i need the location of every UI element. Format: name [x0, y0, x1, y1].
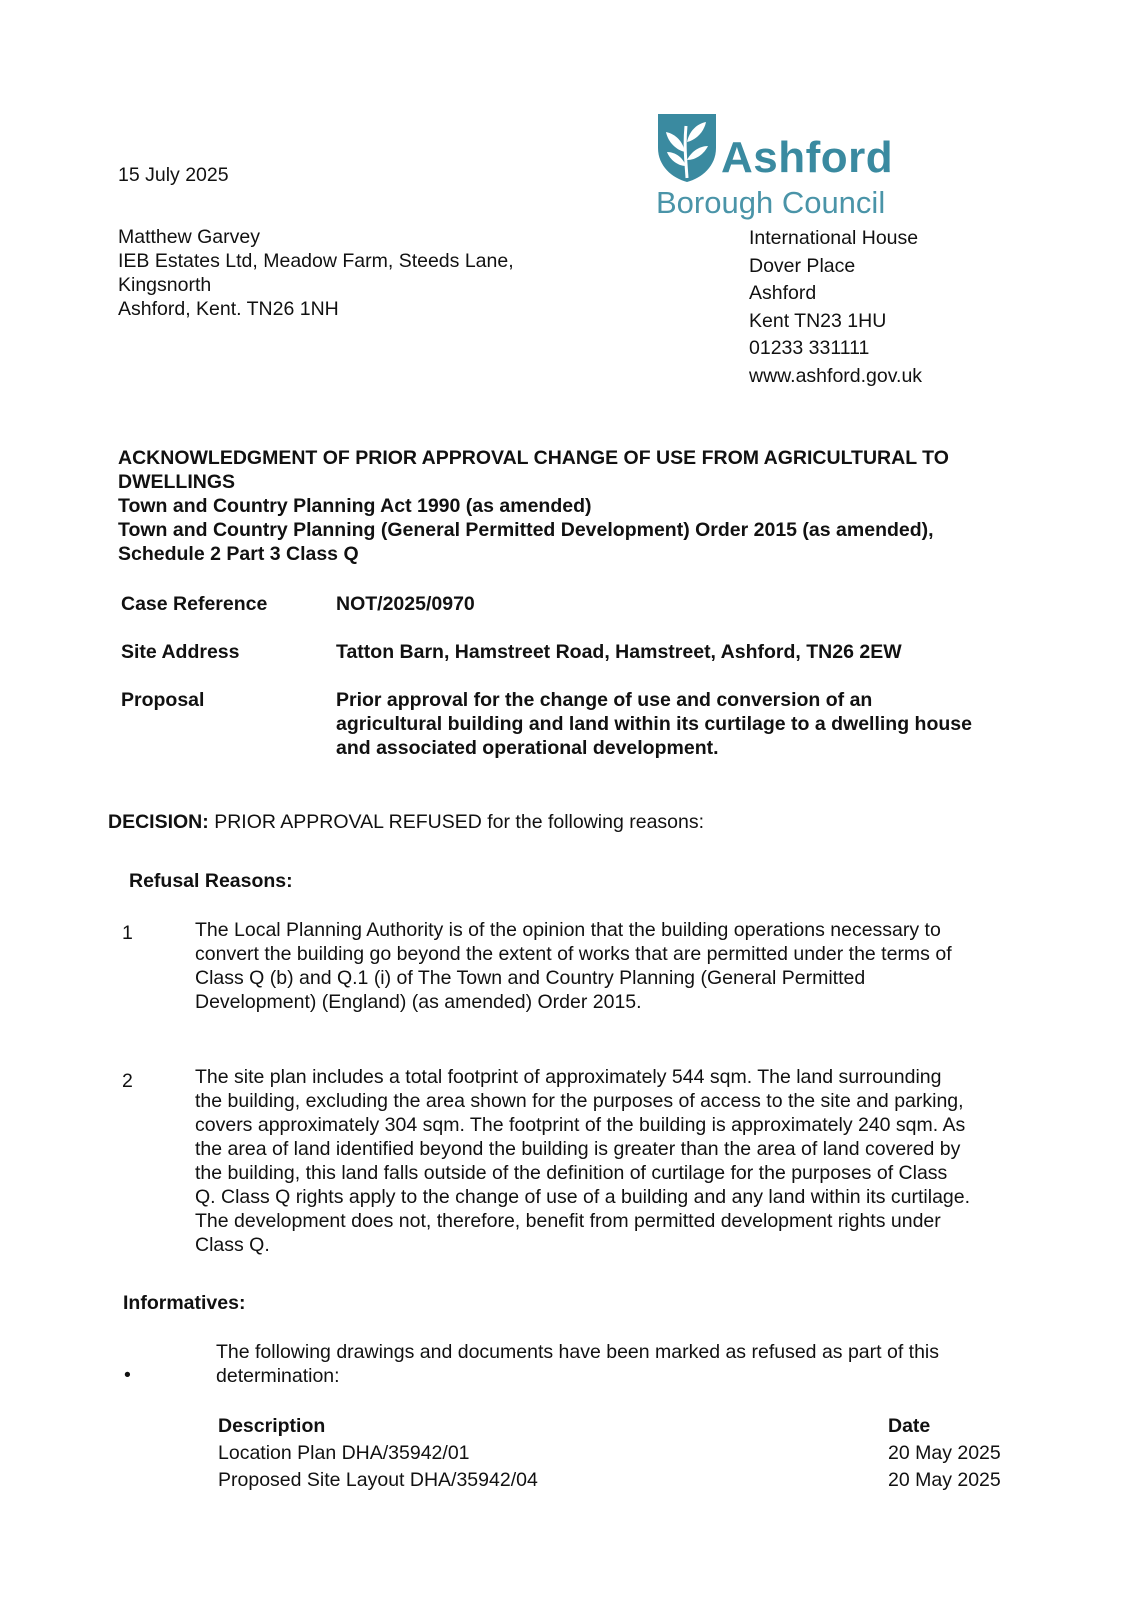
refusal-reasons-heading: Refusal Reasons:: [129, 870, 293, 892]
council-address-line: Kent TN23 1HU: [749, 309, 887, 332]
council-address-line: Dover Place: [749, 254, 856, 277]
table-header-date: Date: [888, 1415, 931, 1437]
leaf-shield-icon: [656, 112, 718, 184]
intro-line: determination:: [216, 1365, 340, 1387]
proposal-line: and associated operational development.: [336, 737, 719, 759]
proposal-label: Proposal: [121, 689, 205, 711]
decision-text: PRIOR APPROVAL REFUSED for the following reasons:: [214, 811, 705, 833]
council-address: [749, 225, 922, 390]
bullet-icon: •: [124, 1364, 131, 1386]
recipient-line: IEB Estates Ltd, Meadow Farm, Steeds Lane,: [118, 250, 514, 272]
council-address-line: 01233 331111: [749, 337, 870, 359]
decision: [108, 810, 704, 834]
council-logo: [656, 112, 901, 222]
heading-line: Town and Country Planning Act 1990 (as amended): [118, 495, 592, 517]
table-cell-date: 20 May 2025: [888, 1442, 1001, 1464]
decision-label: DECISION:: [108, 811, 209, 833]
recipient-line: Matthew Garvey: [118, 226, 260, 248]
reason-line: Class Q (b) and Q.1 (i) of The Town and Country Planning (General Permitted: [195, 967, 866, 989]
informatives-intro: [216, 1340, 939, 1388]
council-address-line: International House: [749, 227, 919, 249]
logo-subtitle: Borough Council: [656, 185, 886, 220]
recipient-line: Ashford, Kent. TN26 1NH: [118, 298, 339, 320]
table-header-description: Description: [218, 1415, 326, 1437]
reason-line: Q. Class Q rights apply to the change of use of a building and any land within its curtilage.: [195, 1186, 971, 1208]
reason-line: covers approximately 304 sqm. The footprint of the building is approximately 240 sqm. As: [195, 1114, 966, 1136]
case-reference-value: NOT/2025/0970: [336, 593, 475, 615]
heading-line: ACKNOWLEDGMENT OF PRIOR APPROVAL CHANGE OF USE FROM AGRICULTURAL TO: [118, 447, 949, 469]
case-reference-label: Case Reference: [121, 593, 268, 615]
reason-line: Development) (England) (as amended) Order 2015.: [195, 991, 642, 1013]
reason-number: 1: [122, 922, 133, 944]
site-address-value: Tatton Barn, Hamstreet Road, Hamstreet, Ashford, TN26 2EW: [336, 641, 902, 663]
table-cell-date: 20 May 2025: [888, 1469, 1001, 1491]
reason-line: The Local Planning Authority is of the opinion that the building operations necessary to: [195, 919, 941, 941]
table-cell-description: Proposed Site Layout DHA/35942/04: [218, 1469, 538, 1491]
logo-name: Ashford: [721, 133, 894, 182]
heading-line: DWELLINGS: [118, 471, 235, 493]
proposal-line: Prior approval for the change of use and conversion of an: [336, 689, 873, 711]
proposal-value: [336, 688, 972, 760]
reason-line: The site plan includes a total footprint of approximately 544 sqm. The land surrounding: [195, 1066, 942, 1088]
reason-line: the area of land identified beyond the building is greater than the area of land covered by: [195, 1138, 961, 1160]
site-address-label: Site Address: [121, 641, 240, 663]
council-website-link[interactable]: www.ashford.gov.uk: [749, 364, 923, 387]
proposal-line: agricultural building and land within its curtilage to a dwelling house: [336, 713, 972, 735]
reason-line: the building, excluding the area shown for the purposes of access to the site and parking,: [195, 1090, 964, 1112]
letter-date: 15 July 2025: [118, 164, 229, 186]
council-address-line: Ashford: [749, 282, 817, 304]
heading-line: Town and Country Planning (General Permitted Development) Order 2015 (as amended),: [118, 519, 934, 541]
reason-line: Class Q.: [195, 1234, 270, 1256]
document-heading: [118, 446, 949, 566]
reason-line: The development does not, therefore, benefit from permitted development rights under: [195, 1210, 941, 1232]
reason-line: the building, this land falls outside of the definition of curtilage for the purposes of Class: [195, 1162, 948, 1184]
intro-line: The following drawings and documents have been marked as refused as part of this: [216, 1341, 939, 1363]
reason-line: convert the building go beyond the extent of works that are permitted under the terms of: [195, 943, 952, 965]
reason-number: 2: [122, 1070, 133, 1092]
recipient-address: [118, 225, 514, 321]
refusal-reason-2: [195, 1065, 1035, 1257]
table-cell-description: Location Plan DHA/35942/01: [218, 1442, 470, 1464]
refusal-reason-1: [195, 918, 1035, 1014]
heading-line: Schedule 2 Part 3 Class Q: [118, 543, 359, 565]
recipient-line: Kingsnorth: [118, 274, 212, 296]
informatives-heading: Informatives:: [123, 1292, 246, 1314]
